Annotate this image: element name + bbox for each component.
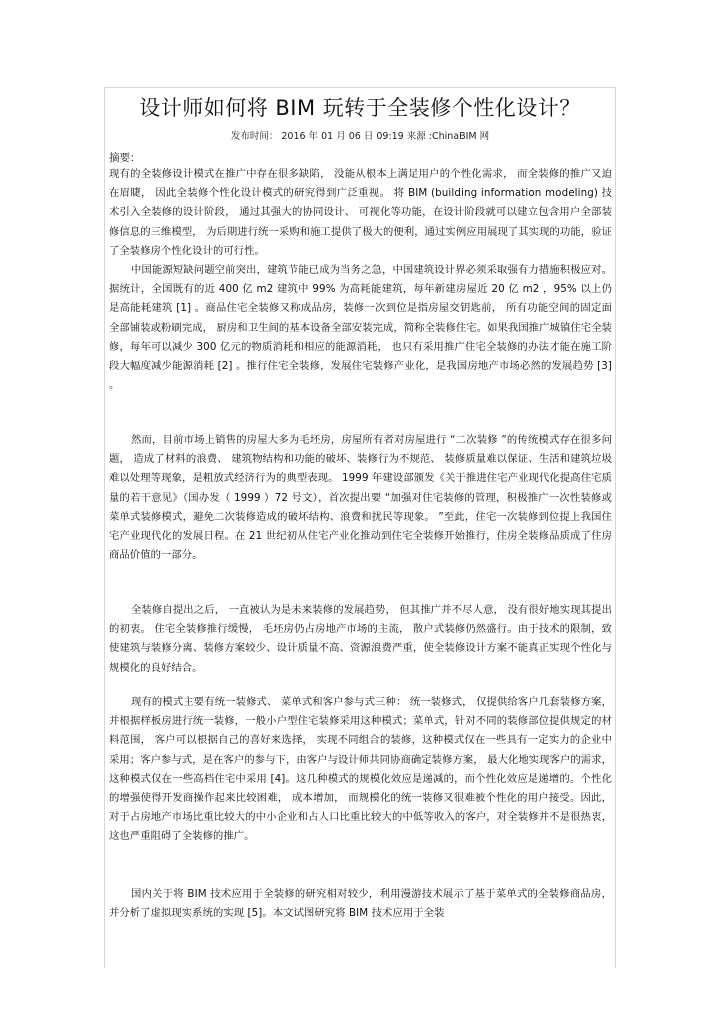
body-paragraph-energy: 中国能源短缺问题空前突出，建筑节能已成为当务之急，中国建筑设计界必须采取强有力措施积极应对。据统计，全国既有的近 400 亿 m2 建筑中 99% 为高耗能建筑，每年新建房屋近 20 亿 m2 ，95% 以上仍是高能耗建筑 [1] 。商品住宅全装修又称成品房，装修一次到位是指房屋交钥匙前， 所有功能空间的固定面全部铺装或粉刷完成， 厨房和卫生间的基本设备全部安装完成，简称全装修住宅。如果我国推广城镇住宅全装修，每年可以减少 300 亿元的物质消耗和相应的能源消耗， 也只有采用推广住宅全装修的办法才能在施工阶段大幅度减少能源消耗 [2] 。推行住宅全装修，发展住宅装修产业化，是我国房地产市场必然的发展趋势 [3] 。	[109, 264, 612, 392]
publish-meta: 发布时间： 2016 年 01 月 06 日 09:19 来源 :ChinaBIM 网	[230, 131, 490, 142]
abstract-label: 摘要：	[109, 152, 141, 164]
abstract-paragraph: 现有的全装修设计模式在推广中存在很多缺陷， 没能从根本上满足用户的个性化需求， 而全装修的推广又迫在眉睫， 因此全装修个性化设计模式的研究得到广泛重视。 将 BIM (building information modeling) 技术引入全装修的设计阶段， 通过其强大的协同设计、 可视化等功能，在设计阶段就可以建立包含用户全部装修信息的三维模型， 为后期进行统一采购和施工提供了极大的便利，通过实例应用展现了其实现的功能，验证了全装修房个性化设计的可行性。	[109, 168, 612, 257]
body-paragraph-rough-housing: 然而，目前市场上销售的房屋大多为毛坯房，房屋所有者对房屋进行 “二次装修 ”的传统模式存在很多问题， 造成了材料的浪费、 建筑物结构和功能的破坏、装修行为不规范、 装修质量难以保证、生活和建筑垃圾难以处理等现象，是粗放式经济行为的典型表现。 1999 年建设部颁发《关于推进住宅产业现代化提高住宅质量的若干意见》（国办发（ 1999 ）72 号文），首次提出要 “加强对住宅装修的管理，积极推广一次性装修或菜单式装修模式，避免二次装修造成的破坏结构、浪费和扰民等现象。 ”至此，住宅一次装修到位提上我国住宅产业现代化的发展日程。在 21 世纪初从住宅产业化推动到住宅全装修开始推行，住房全装修品质成了住房商品价值的一部分。	[109, 434, 612, 562]
body-paragraph-bim-research: 国内关于将 BIM 技术应用于全装修的研究相对较少，利用漫游技术展示了基于菜单式的全装修商品房， 并分析了虚拟现实系统的实现 [5]。本文试图研究将 BIM 技术应用于全装	[109, 888, 612, 920]
body-paragraph-modes: 现有的模式主要有统一装修式、 菜单式和客户参与式三种： 统一装修式， 仅提供给客户几套装修方案，并根据样板房进行统一装修，一般小户型住宅装修采用这种模式；菜单式，针对不同的装修部位提供规定的材料范围， 客户可以根据自己的喜好来选择， 实现不同组合的装修，这种模式仅在一些具有一定实力的企业中采用；客户参与式，是在客户的参与下，由客户与设计师共同协商确定装修方案， 最大化地实现客户的需求， 这种模式仅在一些高档住宅中采用 [4]。这几种模式的规模化效应是递减的，而个性化效应是递增的。个性化的增强使得开发商操作起来比较困难， 成本增加， 而规模化的统一装修又很难被个性化的用户接受。因此，对于占房地产市场比重比较大的中小企业和占人口比重比较大的中低等收入的客户，对全装修并不是很热衷，这也严重阻碍了全装修的推广。	[109, 696, 612, 843]
article-title: 设计师如何将 BIM 玩转于全装修个性化设计？	[139, 96, 581, 120]
body-paragraph-promotion: 全装修自提出之后， 一直被认为是未来装修的发展趋势， 但其推广并不尽人意， 没有很好地实现其提出的初衷。 住宅全装修推行缓慢， 毛坯房仍占房地产市场的主流， 散户式装修仍然盛行。由于技术的限制，致使建筑与装修分离、装修方案较少、设计质量不高、资源浪费严重，使全装修设计方案不能真正实现个性化与规模化的良好结合。	[109, 604, 612, 674]
